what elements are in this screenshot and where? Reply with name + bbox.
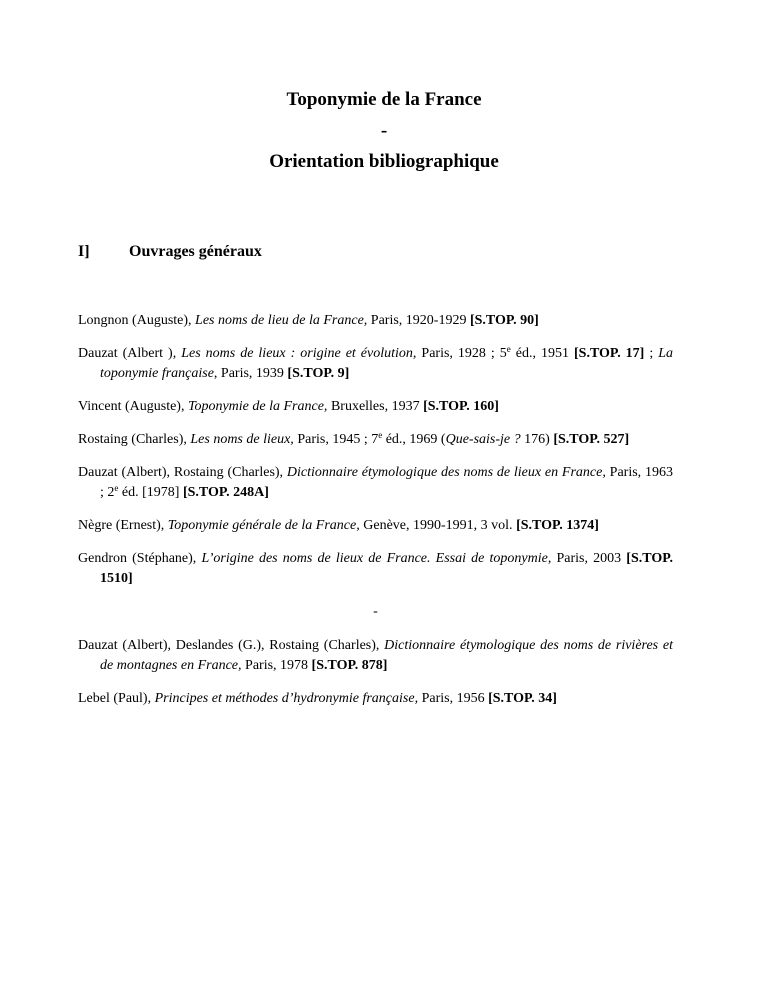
entry-author: Dauzat (Albert), Rostaing (Charles), [78,465,287,480]
entry-details: éd. [1978] [118,485,183,500]
entry-title: Toponymie de la France, [187,399,328,414]
entry-author: Longnon (Auguste), [78,313,196,328]
entry-title: Dictionnaire étymologique des noms de rivières et de montagnes en France, [100,638,673,673]
entry-shelfmark: [S.TOP. 34] [488,691,557,706]
entry-superscript: e [506,344,511,354]
entry-details: Paris, 1963 ; 2 [100,465,673,500]
title-line-2: Orientation bibliographique [269,151,499,172]
entry-title: La toponymie française [100,346,674,381]
section-heading [78,241,262,263]
bibliography-entry-vincent [78,397,673,417]
entry-shelfmark: [S.TOP. 1374] [516,518,599,533]
entry-title: Toponymie générale de la France, [167,518,360,533]
section-separator: - [373,604,378,619]
entry-details: Genève, 1990-1991, 3 vol. [359,518,517,533]
entry-details: Paris, 1956 [418,691,489,706]
entry-shelfmark: [S.TOP. 878] [311,658,388,673]
bibliography-list [78,311,673,722]
entry-details: Paris, 1920-1929 [367,313,470,328]
entry-shelfmark: [S.TOP. 1510] [100,551,673,586]
entry-shelfmark: [S.TOP. 17] [574,346,645,361]
entry-author: Gendron (Stéphane), [78,551,202,566]
title-dash: - [380,120,388,141]
bibliography-entry-longnon [78,311,673,331]
entry-details: 176) [520,432,554,447]
document-title [0,84,768,177]
entry-details: éd., 1969 ( [382,432,446,447]
entry-shelfmark: [S.TOP. 248A] [182,485,269,500]
entry-superscript: e [114,483,119,493]
entry-details: éd., 1951 [510,346,574,361]
entry-title: Les noms de lieu de la France, [195,313,368,328]
entry-author: Dauzat (Albert), Deslandes (G.), Rostaing (Charles), [78,638,385,653]
bibliography-entry-dauzat-deslandes [78,636,673,676]
entry-author: Dauzat (Albert ), [78,346,182,361]
entry-title: Principes et méthodes d’hydronymie française, [154,691,419,706]
bibliography-entry-negre [78,516,673,536]
entry-author: Vincent (Auguste), [78,399,188,414]
entry-title: L’origine des noms de lieux de France. Essai de toponymie [201,551,548,566]
entry-author: Lebel (Paul), [78,691,155,706]
entry-shelfmark: [S.TOP. 90] [469,313,539,328]
section-title: Ouvrages généraux [129,243,262,260]
entry-shelfmark: [S.TOP. 527] [553,432,630,447]
bibliography-entry-dauzat-rostaing [78,463,673,503]
bibliography-entry-rostaing [78,430,673,450]
bibliography-entry-gendron [78,549,673,589]
entry-details: , Paris, 1939 [213,366,288,381]
entry-shelfmark: [S.TOP. 9] [287,366,350,381]
entry-title: Les noms de lieux, [190,432,294,447]
section-number: I] [78,243,90,260]
entry-title: Dictionnaire étymologique des noms de lieux en France, [286,465,606,480]
entry-author: Rostaing (Charles), [78,432,191,447]
bibliography-entry-lebel [78,689,673,709]
title-line-1: Toponymie de la France [286,89,482,110]
entry-superscript: e [378,430,383,440]
entry-author: Nègre (Ernest), [78,518,168,533]
entry-details: , Paris, 2003 [547,551,627,566]
entry-title: Les noms de lieux : origine et évolution, [181,346,417,361]
bibliography-entry-dauzat-1928 [78,344,673,384]
entry-separator: ; [644,346,659,361]
entry-series: Que-sais-je ? [445,432,521,447]
entry-details: Paris, 1945 ; 7 [293,432,379,447]
entry-details: Bruxelles, 1937 [327,399,424,414]
entry-details: Paris, 1978 [241,658,312,673]
entry-shelfmark: [S.TOP. 160] [423,399,499,414]
entry-details: Paris, 1928 ; 5 [416,346,507,361]
